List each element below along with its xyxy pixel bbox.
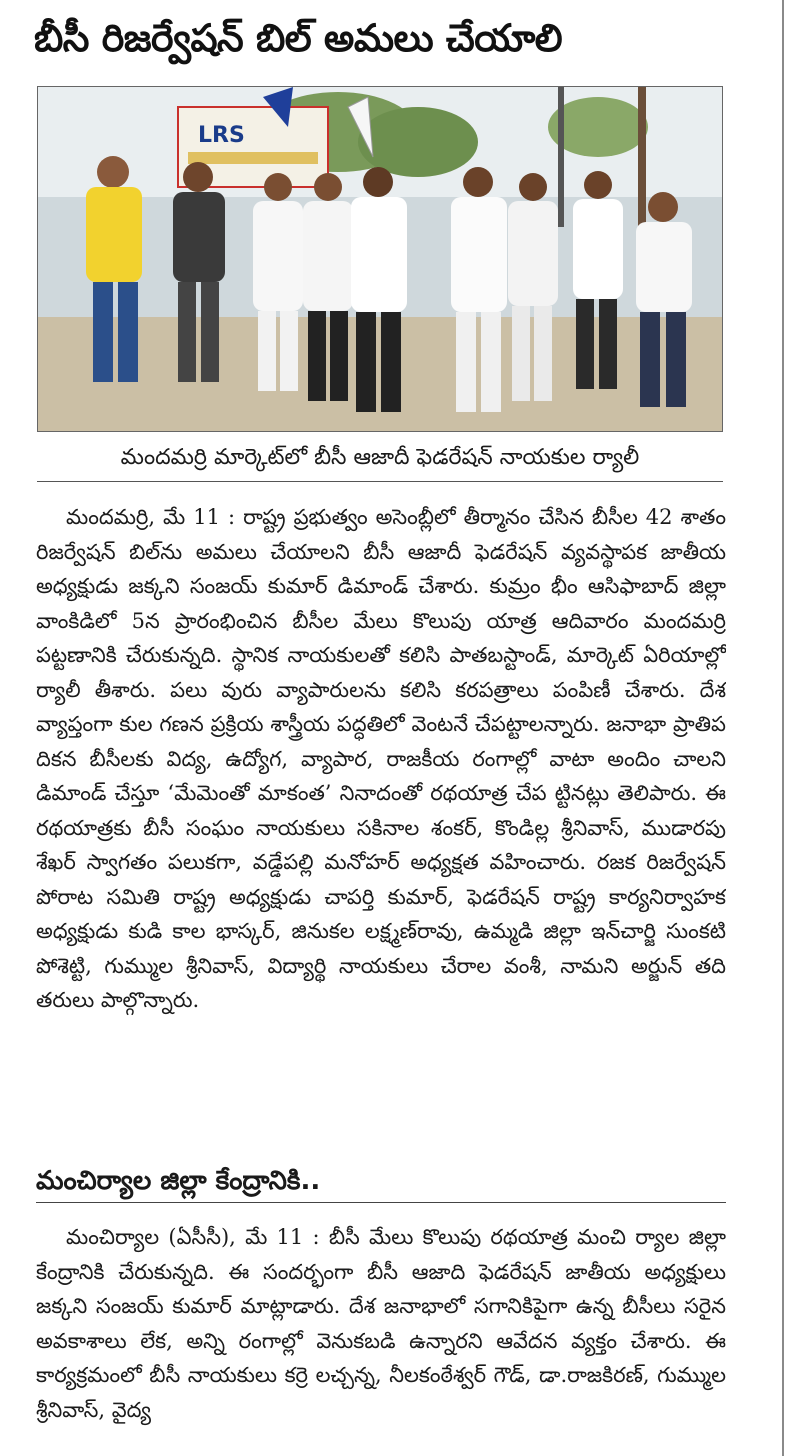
photo-caption: మందమర్రి మార్కెట్‌లో బీసీ ఆజాదీ ఫెడరేషన్ నాయకుల ర్యాలీ [37, 434, 723, 482]
article-body-1 [36, 500, 726, 1150]
article-body-2 [36, 1220, 726, 1456]
rally-photo-illustration [38, 87, 723, 432]
headline: బీసీ రిజర్వేషన్ బిల్ అమలు చేయాలి [34, 16, 563, 60]
column-rule [782, 0, 784, 1456]
article-paragraph: మంచిర్యాల (ఏసీసీ), మే 11 : బీసీ మేలు కొలుపు రథయాత్ర మంచి ర్యాల జిల్లా కేంద్రానికి చేరుకున్నది. ఈ సందర్భంగా బీసీ ఆజాది ఫెడరేషన్ జాతీయ అధ్యక్షులు జక్కని సంజయ్ కుమార్ మాట్లాడారు. దేశ జనాభాలో సగానికిపైగా ఉన్న బీసీలు సరైన అవకాశాలు లేక, అన్ని రంగాల్లో వెనుకబడి ఉన్నారని ఆవేదన వ్యక్తం చేశారు. ఈ కార్యక్రమంలో బీసీ నాయకులు కర్రె లచ్చన్న, నీలకంఠేశ్వర్ గౌడ్, డా.రాజకిరణ్, గుమ్ముల శ్రీనివాస్, వైద్య [36, 1225, 726, 1422]
section-subheading: మంచిర్యాల జిల్లా కేంద్రానికి.. [36, 1160, 726, 1203]
article-paragraph: మందమర్రి, మే 11 : రాష్ట్ర ప్రభుత్వం అసెంబ్లీలో తీర్మానం చేసిన బీసీల 42 శాతం రిజర్వేషన్ బిల్‌ను అమలు చేయాలని బీసీ ఆజాదీ ఫెడరేషన్ వ్యవస్థాపక జాతీయ అధ్యక్షుడు జక్కని సంజయ్ కుమార్ డిమాండ్ చేశారు. కుమ్రం భీం ఆసిఫాబాద్ జిల్లా వాంకిడిలో 5న ప్రారంభించిన బీసీల మేలు కొలుపు యాత్ర ఆదివారం మందమర్రి పట్టణానికి చేరుకున్నది. స్థానిక నాయకులతో కలిసి పాతబస్టాండ్, మార్కెట్ ఏరియాల్లో ర్యాలీ తీశారు. పలు వురు వ్యాపారులను కలిసి కరపత్రాలు పంపిణీ చేశారు. దేశ వ్యాప్తంగా కుల గణన ప్రక్రియ శాస్త్రీయ పద్ధతిలో వెంటనే చేపట్టాలన్నారు. జనాభా ప్రాతిప దికన బీసీలకు విద్య, ఉద్యోగ, వ్యాపార, రాజకీయ రంగాల్లో వాటా అందిం చాలని డిమాండ్ చేస్తూ ‘మేమెంతో మాకంత’ నినాదంతో రథయాత్ర చేప ట్టినట్లు తెలిపారు. ఈ రథయాత్రకు బీసీ సంఘం నాయకులు సకినాల శంకర్, కొండిల్ల శ్రీనివాస్, ముడారపు శేఖర్ స్వాగతం పలుకగా, వడ్డేపల్లి మనోహర్ అధ్యక్షత వహించారు. రజక రిజర్వేషన్ పోరాట సమితి రాష్ట్ర అధ్యక్షుడు చాపర్తి కుమార్, ఫెడరేషన్ రాష్ట్ర కార్యనిర్వాహక అధ్యక్షుడు కుడి కాల భాస్కర్, జినుకల లక్ష్మణ్‌రావు, ఉమ్మడి జిల్లా ఇన్‌చార్జి సుంకటి పోశెట్టి, గుమ్ముల శ్రీనివాస్, విద్యార్థి నాయకులు చేరాల వంశీ, నామని అర్జున్ తది తరులు పాల్గొన్నారు. [36, 505, 726, 1012]
rally-photo [37, 86, 723, 432]
banner-text: LRS [198, 123, 245, 148]
